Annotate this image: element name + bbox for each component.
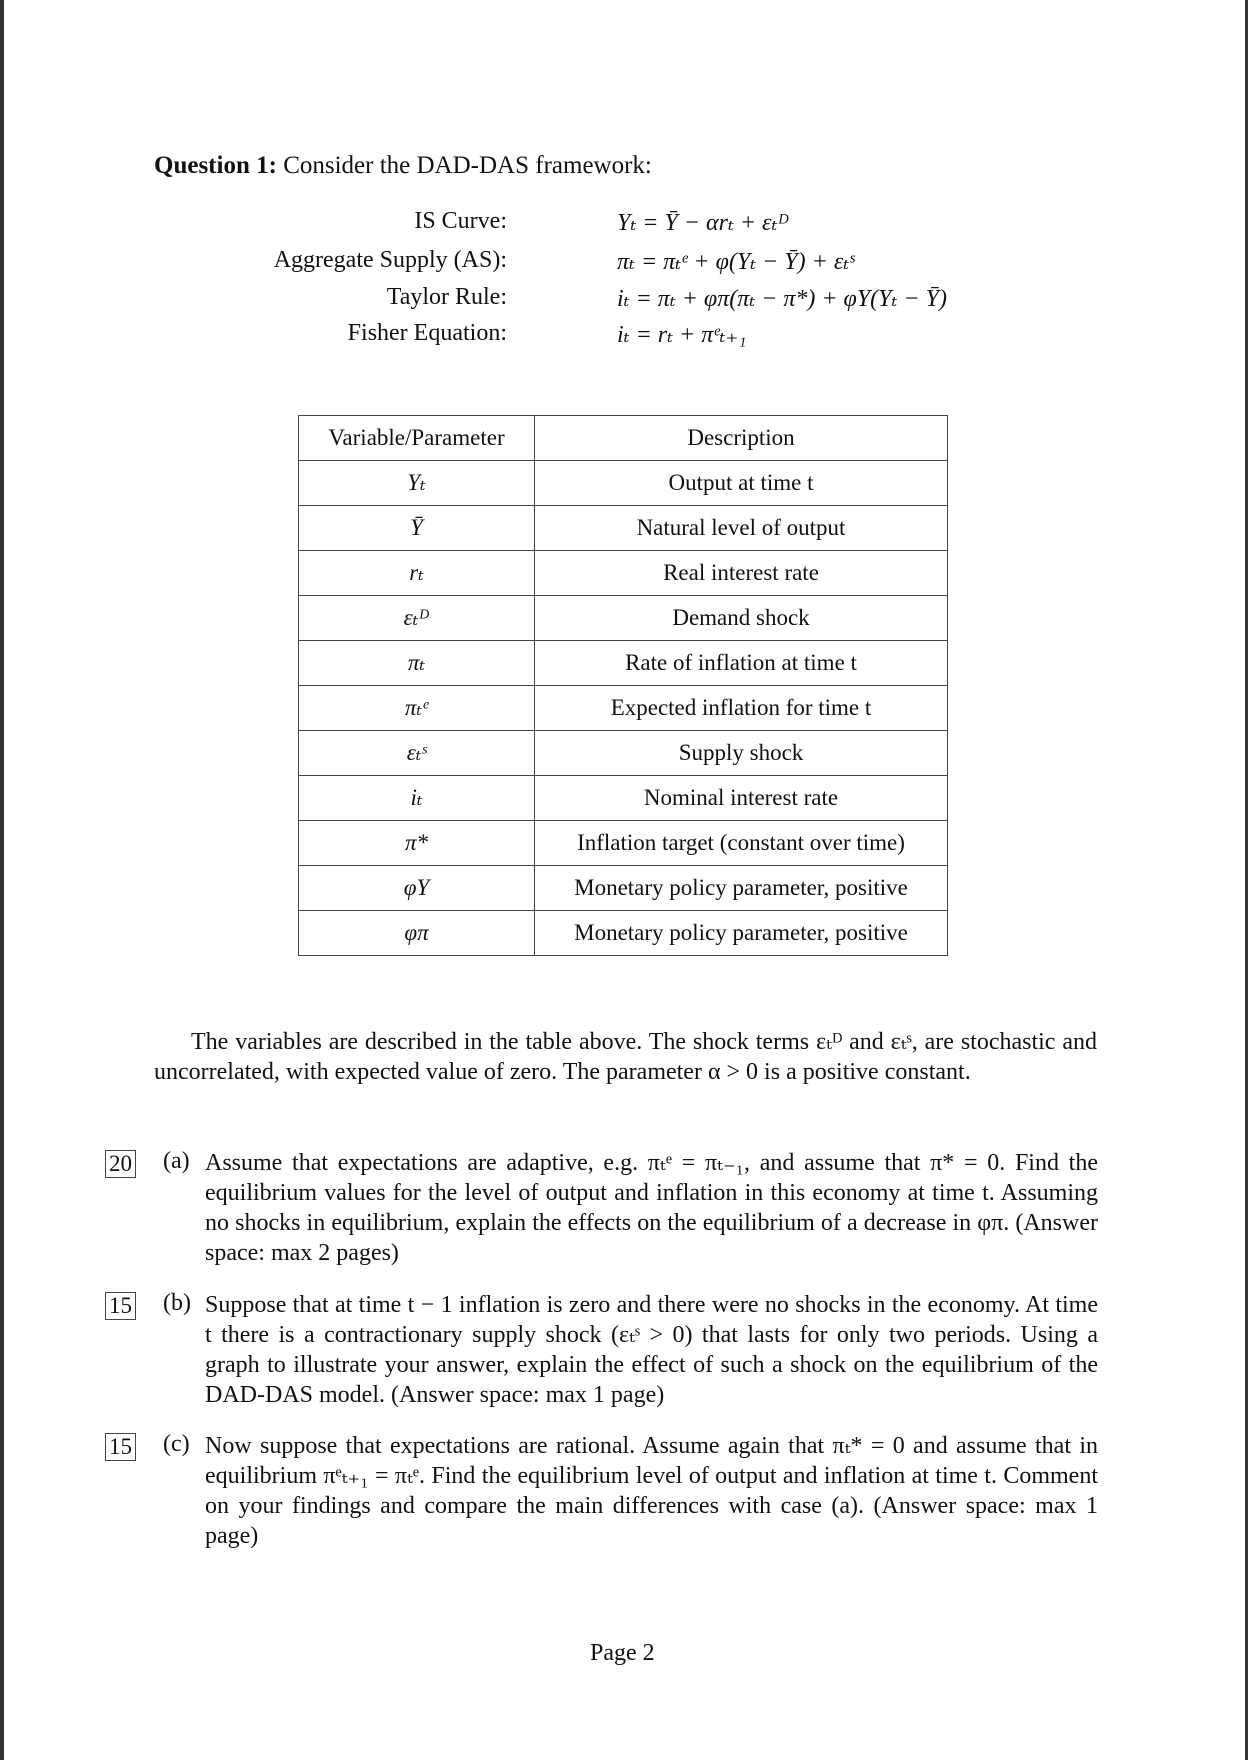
variable-description: Output at time t — [535, 461, 948, 506]
variable-description: Natural level of output — [535, 506, 948, 551]
equation-fisher — [0, 320, 1248, 354]
points-box: 15 — [105, 1292, 136, 1320]
question-part-b — [105, 1290, 1098, 1410]
points-box: 20 — [105, 1150, 136, 1178]
question-title — [154, 152, 652, 180]
table-row — [299, 866, 948, 911]
equation-label: Fisher Equation: — [347, 320, 507, 346]
variable-description: Expected inflation for time t — [535, 686, 948, 731]
equation-label: Aggregate Supply (AS): — [273, 247, 507, 273]
variable-description: Rate of inflation at time t — [535, 641, 948, 686]
table-row — [299, 551, 948, 596]
table-row — [299, 911, 948, 956]
equation-aggregate-supply — [0, 247, 1248, 281]
page-number: Page 2 — [590, 1640, 655, 1666]
variable-description: Supply shock — [535, 731, 948, 776]
header-description: Description — [535, 416, 948, 461]
equation-label: Taylor Rule: — [386, 284, 507, 310]
variable-description: Monetary policy parameter, positive — [535, 866, 948, 911]
variable-symbol: φY — [299, 866, 535, 911]
question-part-a — [105, 1148, 1098, 1268]
description-paragraph: The variables are described in the table above. The shock terms εₜᴰ and εₜˢ, are stochastic and uncorrelated, with expected value of zero. The parameter α > 0 is a positive constant. — [154, 1029, 1097, 1085]
variable-symbol: Yₜ — [299, 461, 535, 506]
variable-symbol: εₜˢ — [299, 731, 535, 776]
points-box: 15 — [105, 1433, 136, 1461]
variable-description: Real interest rate — [535, 551, 948, 596]
header-variable: Variable/Parameter — [299, 416, 535, 461]
variables-table — [298, 415, 948, 956]
variable-description: Monetary policy parameter, positive — [535, 911, 948, 956]
table-row — [299, 596, 948, 641]
table-row — [299, 641, 948, 686]
equation-formula: iₜ = rₜ + πᵉₜ₊₁ — [617, 322, 747, 348]
variable-description: Nominal interest rate — [535, 776, 948, 821]
equation-is-curve — [0, 208, 1248, 242]
variable-description: Demand shock — [535, 596, 948, 641]
variable-symbol: iₜ — [299, 776, 535, 821]
part-label: (c) — [163, 1431, 190, 1457]
table-row — [299, 506, 948, 551]
variable-symbol: πₜᵉ — [299, 686, 535, 731]
variable-symbol: φπ — [299, 911, 535, 956]
variable-symbol: Ȳ — [299, 506, 535, 551]
question-part-c — [105, 1431, 1098, 1551]
question-number: Question 1: — [154, 152, 277, 179]
part-text: Assume that expectations are adaptive, e.g. πₜᵉ = πₜ₋₁, and assume that π* = 0. Find the equilibrium values for the level of output and inflation in this economy at time t. Assuming no shocks in equilibrium, explain the effects on the equilibrium of a decrease in φπ. (Answer space: max 2 pages) — [205, 1150, 1098, 1266]
part-text: Suppose that at time t − 1 inflation is zero and there were no shocks in the economy. At time t there is a contractionary supply shock (εₜˢ > 0) that lasts for only two periods. Using a graph to illustrate your answer, explain the effect of such a shock on the equilibrium of the DAD-DAS model. (Answer space: max 1 page) — [205, 1292, 1098, 1408]
variable-symbol: πₜ — [299, 641, 535, 686]
table-row — [299, 821, 948, 866]
variable-symbol: π* — [299, 821, 535, 866]
equation-formula: iₜ = πₜ + φπ(πₜ − π*) + φY(Yₜ − Ȳ) — [617, 286, 947, 312]
table-row — [299, 461, 948, 506]
table-row — [299, 776, 948, 821]
part-label: (b) — [163, 1290, 191, 1316]
part-label: (a) — [163, 1148, 190, 1174]
table-header-row — [299, 416, 948, 461]
part-text: Now suppose that expectations are rational. Assume again that πₜ* = 0 and assume that in equilibrium πᵉₜ₊₁ = πₜᵉ. Find the equilibrium level of output and inflation at time t. Comment on your findings and compare the main differences with case (a). (Answer space: max 1 page) — [205, 1433, 1098, 1549]
variable-symbol: rₜ — [299, 551, 535, 596]
variable-description: Inflation target (constant over time) — [535, 821, 948, 866]
equation-label: IS Curve: — [414, 208, 507, 234]
equation-formula: πₜ = πₜᵉ + φ(Yₜ − Ȳ) + εₜˢ — [617, 249, 855, 275]
question-intro: Consider the DAD-DAS framework: — [276, 152, 652, 179]
equation-taylor-rule — [0, 284, 1248, 318]
table-row — [299, 731, 948, 776]
table-row — [299, 686, 948, 731]
variable-symbol: εₜᴰ — [299, 596, 535, 641]
equation-formula: Yₜ = Ȳ − αrₜ + εₜᴰ — [617, 210, 789, 236]
